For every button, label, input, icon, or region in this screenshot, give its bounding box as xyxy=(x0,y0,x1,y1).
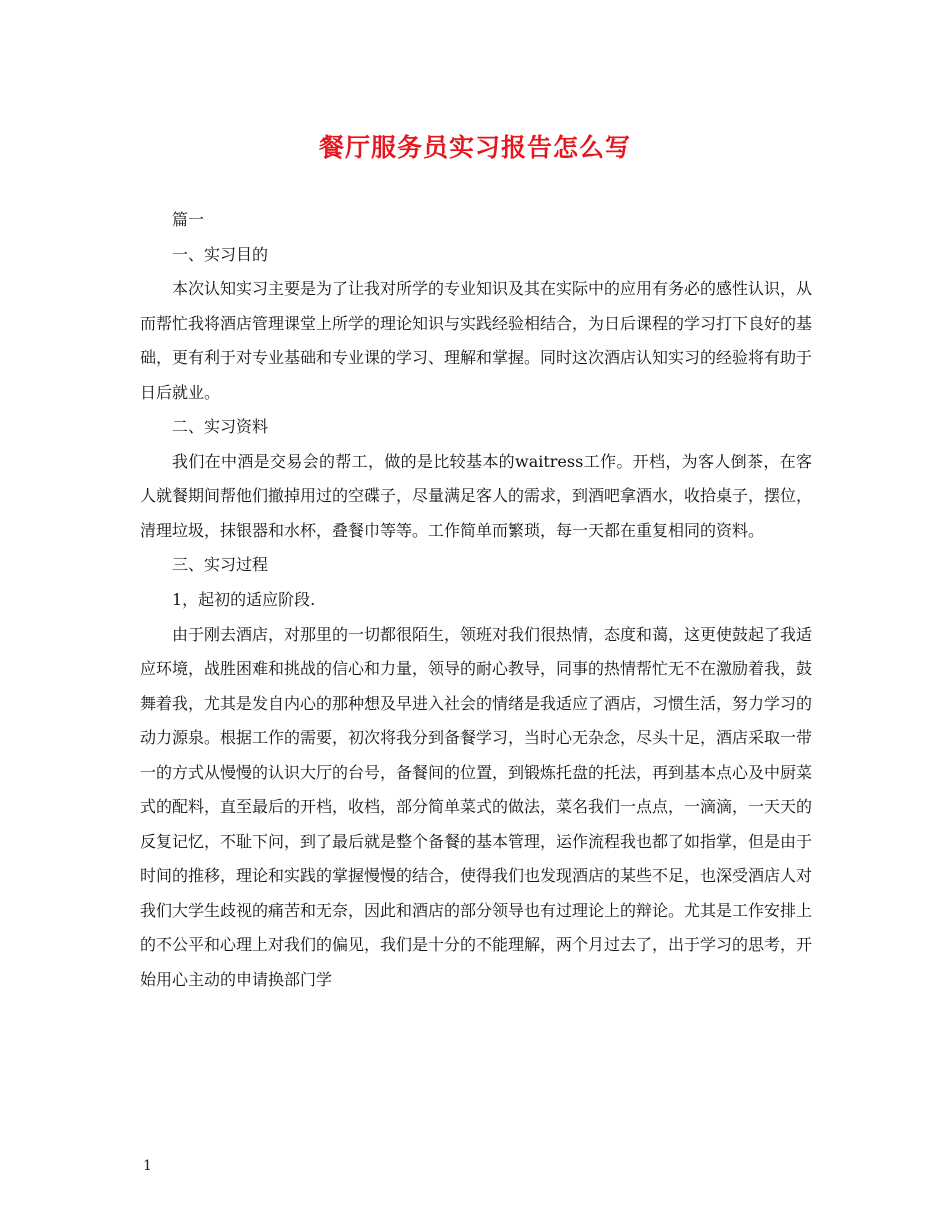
document-body xyxy=(140,203,812,998)
paragraph-purpose: 本次认知实习主要是为了让我对所学的专业知识及其在实际中的应用有务必的感性认识，从而帮忙我将酒店管理课堂上所学的理论知识与实践经验相结合，为日后课程的学习打下良好的基础，更有利于对专业基础和专业课的学习、理解和掌握。同时这次酒店认知实习的经验将有助于日后就业。 xyxy=(140,279,813,402)
paragraph-materials: 我们在中酒是交易会的帮工，做的是比较基本的waitress工作。开档，为客人倒茶，在客人就餐期间帮他们撤掉用过的空碟子，尽量满足客人的需求，到酒吧拿酒水，收拾桌子，摆位，清理垃圾，抹银器和水杯，叠餐巾等等。工作简单而繁琐，每一天都在重复相同的资料。 xyxy=(140,451,813,540)
heading-purpose: 一、实习目的 xyxy=(172,244,269,264)
section-label: 篇一 xyxy=(172,210,205,229)
paragraph-adaptation: 由于刚去酒店，对那里的一切都很陌生，领班对我们很热情，态度和蔼，这更使鼓起了我适应环境，战胜困难和挑战的信心和力量，领导的耐心教导，同事的热情帮忙无不在激励着我，鼓舞着我，尤其是发自内心的那种想及早进入社会的情绪是我适应了酒店，习惯生活，努力学习的动力源泉。根据工作的需要，初次将我分到备餐学习，当时心无杂念，尽头十足，酒店采取一带一的方式从慢慢的认识大厅的台号，备餐间的位置，到锻炼托盘的托法，再到基本点心及中厨菜式的配料，直至最后的开档，收档，部分简单菜式的做法，菜名我们一点点，一滴滴，一天天的反复记忆，不耻下问，到了最后就是整个备餐的基本管理，运作流程我也都了如指掌，但是由于时间的推移，理论和实践的掌握慢慢的结合，使得我们也发现酒店的某些不足，也深受酒店人对我们大学生歧视的痛苦和无奈，因此和酒店的部分领导也有过理论上的辩论。尤其是工作安排上的不公平和心理上对我们的偏见，我们是十分的不能理解，两个月过去了，出于学习的思考，开始用心主动的申请换部门学 xyxy=(140,624,813,990)
page-number: 1 xyxy=(143,1158,152,1174)
subheading-adaptation: 1，起初的适应阶段. xyxy=(172,590,316,610)
heading-materials: 二、实习资料 xyxy=(172,417,269,437)
document-title: 餐厅服务员实习报告怎么写 xyxy=(318,133,631,162)
heading-process: 三、实习过程 xyxy=(172,555,269,575)
